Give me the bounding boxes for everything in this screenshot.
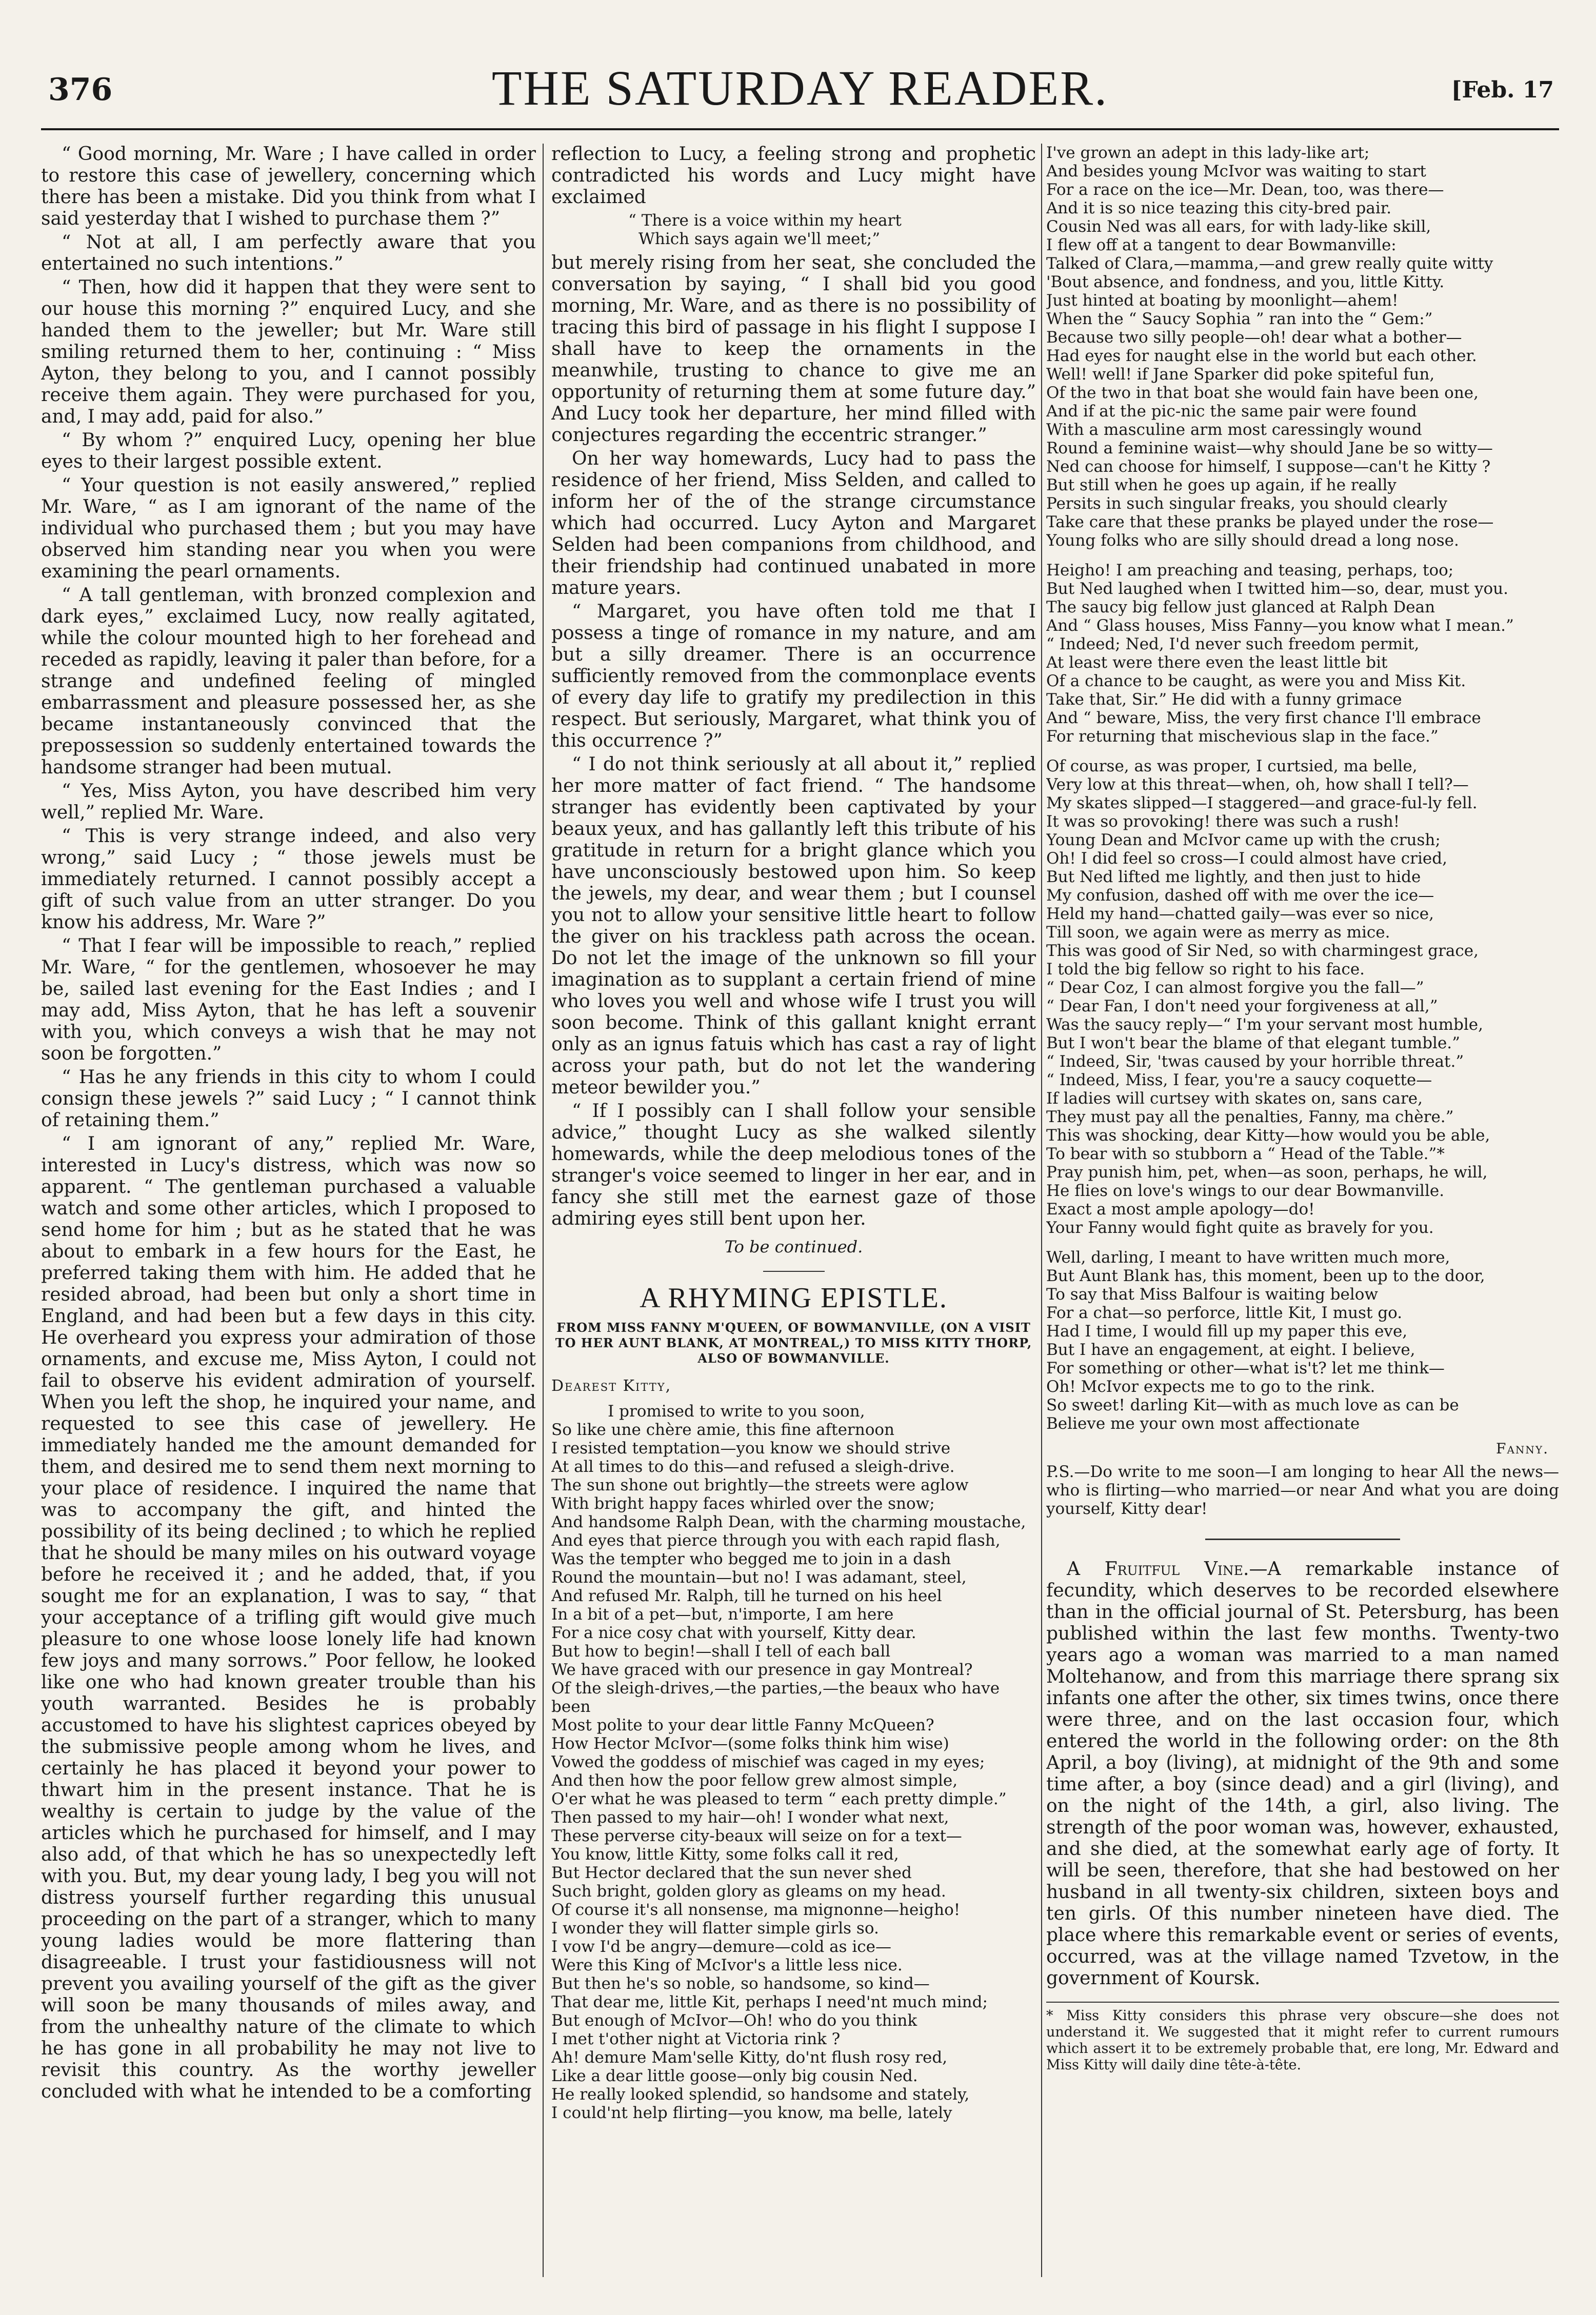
column-2 [551,144,1036,2287]
verse-line: At least were there even the least little bit [1046,653,1388,672]
verse-line: Persits in such singular freaks, you should clearly [1046,494,1448,513]
verse-line: Oh! McIvor expects me to go to the rink. [1046,1378,1375,1396]
paragraph: “ If I possibly can I shall follow your sensible advice,” thought Lucy as she walked silently homewards, while the deep melodious tones of the stranger's voice seemed to linger in her ear, and in fancy she still met the earnest gaze of those admiring eyes still bent upon her. [551,1101,1036,1229]
masthead [41,56,1559,123]
section-subtitle: FROM MISS FANNY M'QUEEN, OF BOWMANVILLE, (ON A VISIT TO HER AUNT BLANK, AT MONTREAL,) TO MISS KITTY THORP, ALSO OF BOWMANVILLE. [555,1320,1032,1366]
verse-line: I told the big fellow so right to his face. [1046,960,1365,979]
verse-line: But Ned lifted me lightly, and then just to hide [1046,868,1421,886]
paragraph: On her way homewards, Lucy had to pass the residence of her friend, Miss Selden, and called to inform her of the of the strange circumstance which had occurred. Lucy Ayton and Margaret Selden had been companions from childhood, and their friendship had continued unabated in more mature years. [551,448,1036,598]
verse-line: Till soon, we again were as merry as mice. [1046,923,1390,942]
verse-line: If ladies will curtsey with skates on, sans care, [1046,1089,1423,1108]
verse-line: For returning that mischevious slap in the face.” [1046,727,1439,746]
verse-line: Ah! demure Mam'selle Kitty, do'nt flush rosy red, [551,2048,948,2067]
verse-line: The saucy big fellow just glanced at Ralph Dean [1046,598,1435,616]
article-body: —A remarkable instance of fecundity, which deserves to be recorded elsewhere than in the official journal of St. Petersburg, has been published within the last few months. Twenty-two years ago a woman was married to a man named Moltehanow, and from this marriage there sprang six infants one after the other, six times twins, once there were three, and on the last occasion four, which entered the world in the following order: on the 8th April, a boy (living), at midnight of the 9th and some time after, a boy (since dead) and a girl (living), and on the night of the 14th, a girl, also living. The strength of the poor woman was, however, exhausted, and she died, at the somewhat early age of forty. It will be seen, therefore, that she had bestowed on her husband in all twenty-six children, sixteen boys and ten girls. Of this number nineteen have died. The place where this remarkable event or series of events, occurred, was at the village named Tzvetow, in the government of Koursk. [1046,1559,1559,1989]
verse-line: Oh! I did feel so cross—I could almost have cried, [1046,849,1447,868]
verse-line: Of course it's all nonsense, ma mignonne—heigho! [551,1901,961,1919]
verse-line [1046,746,1559,757]
verse-line: And it is so nice teazing this city-bred pair. [1046,199,1392,217]
paragraph: “ I do not think seriously at all about it,” replied her more matter of fact friend. “ The handsome stranger has evidently been captivated by your beaux yeux, and has gallantly left this tribute of his gratitude in return for a bright glance which you have unconsciously bestowed upon him. So keep the jewels, my dear, and wear them ; but I counsel you not to allow your sensitive little heart to follow the giver on his trackless path across the ocean. Do not let the image of the unknown so fill your imagination as to supplant a certain friend of mine who loves you well and whose wife I trust you will soon become. Think of this gallant knight errant only as an ignus fatuis which has cast a ray of light across your path, but do not let the wandering meteor bewilder you.” [551,754,1036,1098]
verse-line: And if at the pic-nic the same pair were found [1046,402,1417,421]
verse-line: I met t'other night at Victoria rink ? [551,2030,841,2048]
paragraph: “ Not at all, I am perfectly aware that you entertained no such intentions.” [41,232,536,274]
verse-block [1046,144,1559,1433]
verse-line: And “ beware, Miss, the very first chance I'll embrace [1046,709,1481,727]
verse-line: How Hector McIvor—(some folks think him wise) [551,1734,949,1753]
verse-line: The sun shone out brightly—the streets were aglow [551,1476,969,1494]
verse-line: I vow I'd be angry—demure—cold as ice— [551,1938,892,1956]
verse-line: Take that, Sir.” He did with a funny grimace [1046,690,1402,709]
verse-line: Believe me your own most affectionate [1046,1414,1360,1433]
verse-line: We have graced with our presence in gay Montreal? [551,1661,973,1679]
verse-line: Was the tempter who begged me to join in a dash [551,1550,951,1568]
verse-line: Well, darling, I meant to have written much more, [1046,1248,1450,1267]
verse-line: Very low at this threat—when, oh, how shall I tell?— [1046,775,1469,794]
verse-line: Just hinted at boating by moonlight—ahem! [1046,291,1399,310]
verse-line: Young folks who are silly should dread a long nose. [1046,531,1459,550]
verse-line: But Hector declared that the sun never shed [551,1864,912,1882]
verse-line: “ Indeed, Sir, 'twas caused by your horrible threat.” [1046,1052,1464,1071]
verse-line [1046,550,1559,561]
section-rule [763,1271,825,1272]
paragraph: but merely rising from her seat, she concluded the conversation by saying, “ I shall bid you good morning, Mr. Ware, and as there is no possibility of tracing this bird of passage in his flight I suppose I shall have to keep the ornaments in the meanwhile, trusting to chance to give me an opportunity of returning them at some future day.” And Lucy took her departure, her mind filled with conjectures regarding the eccentric stranger.” [551,252,1036,446]
column-divider [1041,144,1042,2277]
verse-line: My confusion, dashed off with me over the ice— [1046,886,1434,905]
section-rule [1205,1539,1400,1540]
verse-line: At all times to do this—and refused a sleigh-drive. [551,1458,955,1476]
issue-date: [Feb. 17 [1451,77,1554,103]
verse-line: So sweet! darling Kit—with as much love as can be [1046,1396,1459,1414]
verse-line: Because two silly people—oh! dear what a bother— [1046,328,1462,347]
verse-line: O'er what he was pleased to term “ each pretty dimple.” [551,1790,1007,1808]
verse-line: “ Indeed, Miss, I fear, you're a saucy coquette— [1046,1071,1432,1089]
verse-line: Had I time, I would fill up my paper this eve, [1046,1322,1408,1341]
verse-line: But then he's so noble, so handsome, so kind— [551,1974,930,1993]
verse-line: To say that Miss Balfour is waiting below [1046,1285,1378,1304]
paragraph: “ Yes, Miss Ayton, you have described him very well,” replied Mr. Ware. [41,781,536,823]
verse-block [551,1402,1036,2122]
verse-line: For a nice cosy chat with yourself, Kitty dear. [551,1624,916,1642]
publication-title: THE SATURDAY READER. [491,61,1109,115]
verse-line: These perverse city-beaux will seize on for a text— [551,1827,962,1845]
verse-line: “ Indeed; Ned, I'd never such freedom permit, [1046,635,1420,653]
verse-line: Of a chance to be caught, as were you and Miss Kit. [1046,672,1466,690]
verse-line: He flies on love's wings to our dear Bowmanville. [1046,1182,1445,1200]
verse-line: That dear me, little Kit, perhaps I need'nt much mind; [551,1993,988,2011]
verse-line: He really looked splendid, so handsome and stately, [551,2085,970,2104]
verse-line: And handsome Ralph Dean, with the charming moustache, [551,1513,1026,1531]
column-divider [543,144,544,2277]
verse-line: But I have an engagement, at eight. I believe, [1046,1341,1415,1359]
verse-line: Of course, as was proper, I curtsied, ma belle, [1046,757,1418,775]
verse-line: Of the two in that boat she would fain have been one, [1046,384,1479,402]
verse-line: Was the saucy reply—“ I'm your servant most humble, [1046,1015,1484,1034]
verse-line: Vowed the goddess of mischief was caged in my eyes; [551,1753,985,1771]
verse-line: Of the sleigh-drives,—the parties,—the beaux who have been [551,1679,1000,1716]
paragraph: “ Margaret, you have often told me that I possess a tinge of romance in my nature, and am but a silly dreamer. There is an occurrence sufficiently removed from the commonplace events of every day life to gratify my predilection in this respect. But seriously, Margaret, what think you of this occurrence ?” [551,601,1036,751]
quote-line: Which says again we'll meet;” [639,230,881,248]
paragraph: “ Has he any friends in this city to whom I could consign these jewels ?” said Lucy ; “ I cannot think of retaining them.” [41,1067,536,1131]
paragraph: “ This is very strange indeed, and also very wrong,” said Lucy ; “ those jewels must be immediately returned. I cannot possibly accept a gift of such value from an utter stranger. Do you know his address, Mr. Ware ?” [41,826,536,933]
paragraph: “ Then, how did it happen that they were sent to our house this morning ?” enquired Lucy, and she handed them to the jeweller; but Mr. Ware still smiling returned them to her, continuing : “ Miss Ayton, they belong to you, and I cannot possibly receive them again. They were purchased for you, and, I may add, paid for also.” [41,277,536,427]
article-heading: A Fruitful Vine. [1067,1559,1249,1580]
verse-line: Most polite to your dear little Fanny McQueen? [551,1716,934,1734]
verse-line: Pray punish him, pet, when—as soon, perhaps, he will, [1046,1163,1488,1182]
verse-line: Young Dean and McIvor came up with the crush; [1046,831,1441,849]
verse-line [1046,1237,1559,1248]
verse-line: It was so provoking! there was such a rush! [1046,812,1400,831]
verse-line: This was shocking, dear Kitty—how would you be able, [1046,1126,1490,1145]
verse-line: Well! well! if Jane Sparker did poke spiteful fun, [1046,365,1435,384]
verse-line: To bear with so stubborn a “ Head of the Table.”* [1046,1145,1445,1163]
verse-line: Exact a most ample apology—do! [1046,1200,1315,1219]
verse-line: I resisted temptation—you know we should strive [551,1439,951,1458]
verse-line: Like a dear little goose—only big cousin Ned. [551,2067,918,2085]
verse-line: Take care that these pranks be played under the rose— [1046,513,1494,531]
verse-line: Round a feminine waist—why should Jane be so witty— [1046,439,1493,457]
paragraph: reflection to Lucy, a feeling strong and prophetic contradicted his words and Lucy might have exclaimed [551,144,1036,208]
verse-line: Heigho! I am preaching and teasing, perhaps, too; [1046,561,1454,580]
verse-line: I wonder they will flatter simple girls so. [551,1919,879,1938]
verse-line: And eyes that pierce through you with each rapid flash, [551,1531,1001,1550]
column-3 [1046,144,1559,2287]
verse-line: Round the mountain—but no! I was adamant, steel, [551,1568,967,1587]
verse-line: This was good of Sir Ned, so with charmingest grace, [1046,942,1479,960]
paragraph: “ Your question is not easily answered,” replied Mr. Ware, “ as I am ignorant of the name of the individual who purchased them ; but you may have observed him standing near you when you were examining the pearl ornaments. [41,475,536,582]
verse-line: In a bit of a pet—but, n'importe, I am here [551,1605,894,1624]
verse-line: But Ned laughed when I twitted him—so, dear, must you. [1046,580,1508,598]
verse-line: I promised to write to you soon, [608,1402,865,1421]
paragraph: “ A tall gentleman, with bronzed complexion and dark eyes,” exclaimed Lucy, now really agitated, while the colour mounted high to her forehead and receded as rapidly, leaving it paler than before, for a strange and undefined feeling of mingled embarrassment and pleasure possessed her, as she became instantaneously convinced that the prepossession so suddenly entertained towards the handsome stranger had been mutual. [41,585,536,778]
verse-line: With bright happy faces whirled over the snow; [551,1494,935,1513]
verse-line: Such bright, golden glory as gleams on my head. [551,1882,946,1901]
quote-line: “ There is a voice within my heart [628,211,902,230]
verse-line: For something or other—what is't? let me think— [1046,1359,1445,1378]
paragraph: “ That I fear will be impossible to reach,” replied Mr. Ware, “ for the gentlemen, whosoever he may be, sailed last evening for the East Indies ; and I may add, Miss Ayton, that he has left a souvenir with you, which conveys a wish that he may not soon be forgotten.” [41,935,536,1064]
header-rule [41,128,1559,130]
quotation [551,211,1036,248]
verse-line: But Aunt Blank has, this moment, been up to the door, [1046,1267,1485,1285]
verse-line: For a chat—so perforce, little Kit, I must go. [1046,1304,1403,1322]
verse-line: I flew off at a tangent to dear Bowmanville: [1046,236,1396,254]
to-be-continued: To be continued. [724,1237,863,1256]
verse-line: And refused Mr. Ralph, till he turned on his heel [551,1587,942,1605]
verse-line: Talked of Clara,—mamma,—and grew really quite witty [1046,254,1493,273]
column-1 [41,144,536,2287]
verse-line: I've grown an adept in this lady-like art; [1046,144,1370,162]
verse-line: Ned can choose for himself, I suppose—can't he Kitty ? [1046,457,1491,476]
verse-line: “ Dear Fan, I don't need your forgiveness at all,” [1046,997,1438,1015]
verse-line: Were this King of McIvor's a little less nice. [551,1956,903,1974]
verse-line: When the “ Saucy Sophia ” ran into the “ Gem:” [1046,310,1433,328]
verse-line: With a masculine arm most caressingly wound [1046,421,1422,439]
paragraph: “ Good morning, Mr. Ware ; I have called in order to restore this case of jewellery, concerning which there has been a mistake. Did you think from what I said yesterday that I wished to purchase them ?” [41,144,536,229]
verse-line: And “ Glass houses, Miss Fanny—you know what I mean.” [1046,616,1514,635]
verse-line: Your Fanny would fight quite as bravely for you. [1046,1219,1434,1237]
page-number: 376 [48,72,113,108]
verse-line: And besides young McIvor was waiting to start [1046,162,1426,181]
verse-line: But enough of McIvor—Oh! who do you think [551,2011,917,2030]
paragraph: “ By whom ?” enquired Lucy, opening her blue eyes to their largest possible extent. [41,430,536,472]
verse-line: So like une chère amie, this fine afternoon [551,1421,895,1439]
verse-line: Then passed to my hair—oh! I wonder what next, [551,1808,949,1827]
verse-line: Cousin Ned was all ears, for with lady-like skill, [1046,217,1431,236]
verse-line: Held my hand—chatted gaily—was ever so nice, [1046,905,1434,923]
article-paragraph [1046,1559,1559,1989]
verse-line: But still when he goes up again, if he really [1046,476,1396,494]
verse-line: For a race on the ice—Mr. Dean, too, was there— [1046,181,1444,199]
verse-line: I could'nt help flirting—you know, ma belle, lately [551,2104,952,2122]
verse-line: But I won't bear the blame of that elegant tumble.” [1046,1034,1460,1052]
signature: Fanny. [1496,1440,1549,1457]
postscript: P.S.—Do write to me soon—I am longing to hear All the news—who is flirting—who married—or near And what you are doing yourself, Kitty dear! [1046,1463,1559,1518]
verse-line: You know, little Kitty, some folks call it red, [551,1845,899,1864]
verse-line: They must pay all the penalties, Fanny, ma chère.” [1046,1108,1454,1126]
salutation: Dearest Kitty, [551,1377,672,1395]
paragraph: “ I am ignorant of any,” replied Mr. Ware, interested in Lucy's distress, which was now so apparent. “ The gentleman purchased a valuable watch and some other articles, which I proposed to send home for him ; but as he stated that he was about to embark in a few hours for the East, he preferred taking them with him. He added that he resided abroad, had been but only a short time in England, and had been but a few days in this city. He overheard you express your admiration of those ornaments, and excuse me, Miss Ayton, I could not fail to observe his evident admiration of yourself. When you left the shop, he inquired your name, and requested to see this case of jewellery. He immediately handed me the amount demanded for them, and desired me to send them next morning to your place of residence. I inquired the name that was to accompany the gift, and hinted the possibility of its being declined ; to which he replied that he should be many miles on his outward voyage before he received it ; and he added, that, if you sought me for an explanation, I was to say, “ that your acceptance of a trifling gift would give much pleasure to one whose loose lonely life had known few joys and many sorrows.” Poor fellow, he looked like one who had known greater trouble than his youth warranted. Besides he is probably accustomed to have his slightest caprices obeyed by the submissive people among whom he lives, and certainly he has placed it beyond your power to thwart him in the present instance. That he is wealthy is certain to judge by the value of the articles which he purchased for himself, and I may also add, of that which he has so unexpectedly left with you. But, my dear young lady, I beg you will not distress yourself further regarding this unusual proceeding on the part of a stranger, which to many young ladies would be more flattering than disagreeable. I trust your fastidiousness will not prevent you availing yourself of the gift as the giver will soon be many thousands of miles away, and from the unhealthy nature of the climate to which he has gone in all probability he may not live to revisit this country. As the worthy jeweller concluded with what he intended to be a comforting [41,1133,536,2102]
verse-line: 'Bout absence, and fondness, and you, little Kitty. [1046,273,1445,291]
verse-line: But how to begin!—shall I tell of each ball [551,1642,891,1661]
verse-line: Had eyes for naught else in the world but each other. [1046,347,1477,365]
section-title: A RHYMING EPISTLE. [640,1282,948,1314]
verse-line: “ Dear Coz, I can almost forgive you the fall—” [1046,979,1424,997]
verse-line: And then how the poor fellow grew almost simple, [551,1771,958,1790]
verse-line: My skates slipped—I staggered—and grace-ful-ly fell. [1046,794,1478,812]
footnote: * Miss Kitty considers this phrase very obscure—she does not understand it. We suggested that it might refer to current rumours which assert it to be extremely probable that, ere long, Mr. Edward and Miss Kitty will daily dine tête-à-tête. [1046,2002,1559,2073]
